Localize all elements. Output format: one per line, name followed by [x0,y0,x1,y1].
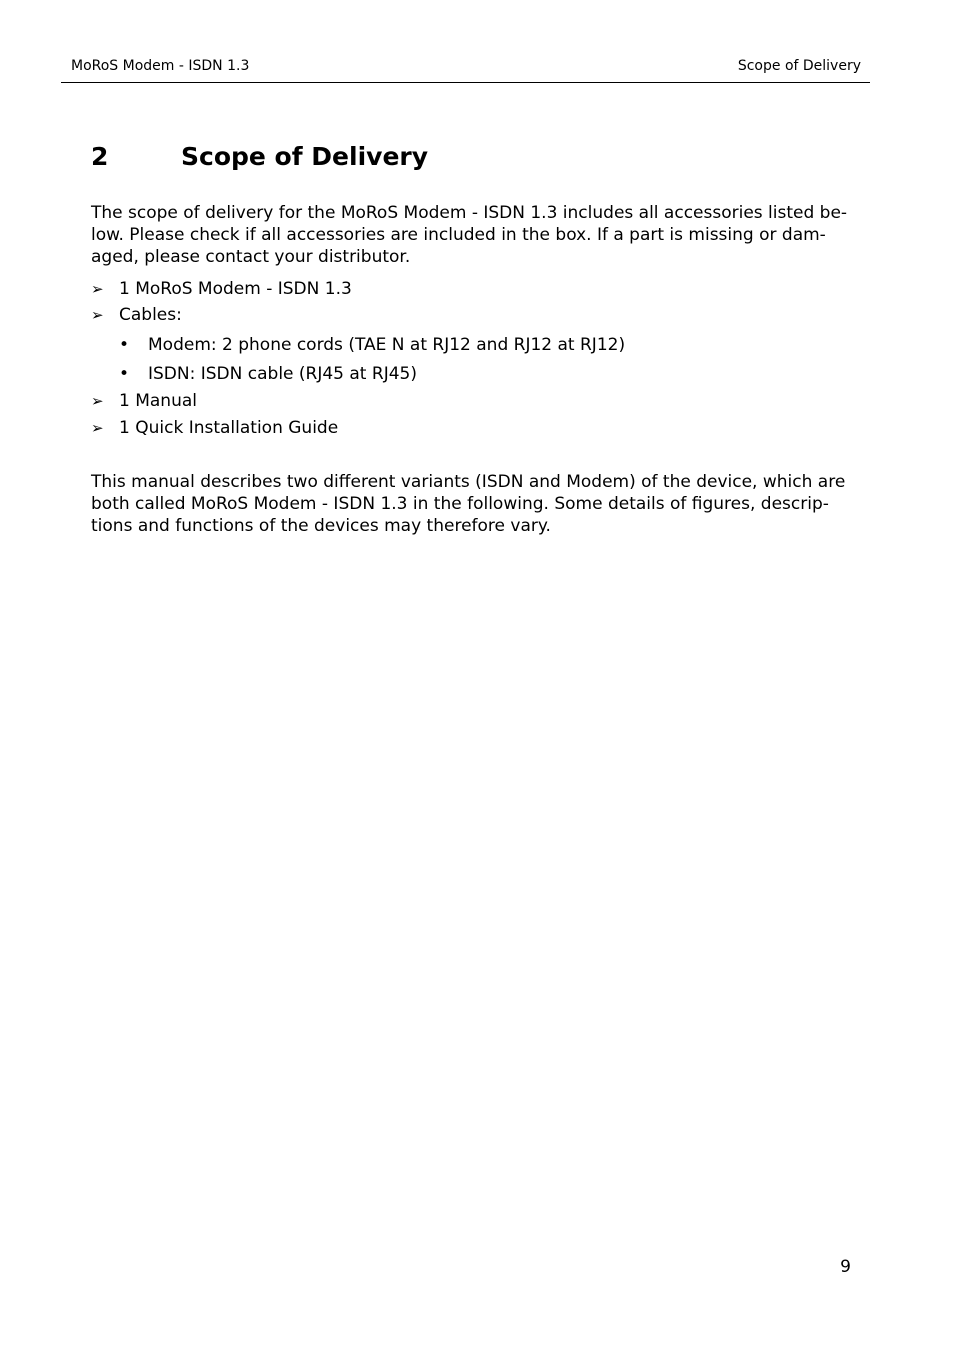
dot-bullet-icon: • [119,364,130,384]
list-item-label: 1 Manual [119,391,197,411]
note-line: both called MoRoS Modem - ISDN 1.3 in the following. Some details of figures, descrip- [91,494,829,514]
dot-bullet-icon: • [119,335,130,355]
header-document-title: MoRoS Modem - ISDN 1.3 [71,58,250,74]
note-line: tions and functions of the devices may therefore vary. [91,516,551,536]
page-number: 9 [840,1257,851,1277]
note-line: This manual describes two different variants (ISDN and Modem) of the device, which are [91,472,846,492]
list-item-label: 1 MoRoS Modem - ISDN 1.3 [119,279,352,299]
intro-line: low. Please check if all accessories are included in the box. If a part is missing or dam- [91,225,826,245]
intro-line: The scope of delivery for the MoRoS Modem - ISDN 1.3 includes all accessories listed be- [91,203,848,223]
variants-note-paragraph [91,471,851,537]
intro-paragraph [91,202,851,268]
chapter-title: Scope of Delivery [181,142,429,171]
list-item-label: Modem: 2 phone cords (TAE N at RJ12 and RJ12 at RJ12) [148,335,626,355]
arrow-bullet-icon: ➢ [91,419,104,437]
chapter-number: 2 [91,142,109,171]
header-section-title: Scope of Delivery [737,58,861,74]
intro-line: aged, please contact your distributor. [91,247,411,267]
list-item-label: 1 Quick Installation Guide [119,418,339,438]
arrow-bullet-icon: ➢ [91,280,104,298]
arrow-bullet-icon: ➢ [91,306,104,324]
list-item-label: Cables: [119,305,182,325]
arrow-bullet-icon: ➢ [91,392,104,410]
page-header [61,57,870,83]
list-item-label: ISDN: ISDN cable (RJ45 at RJ45) [148,364,417,384]
